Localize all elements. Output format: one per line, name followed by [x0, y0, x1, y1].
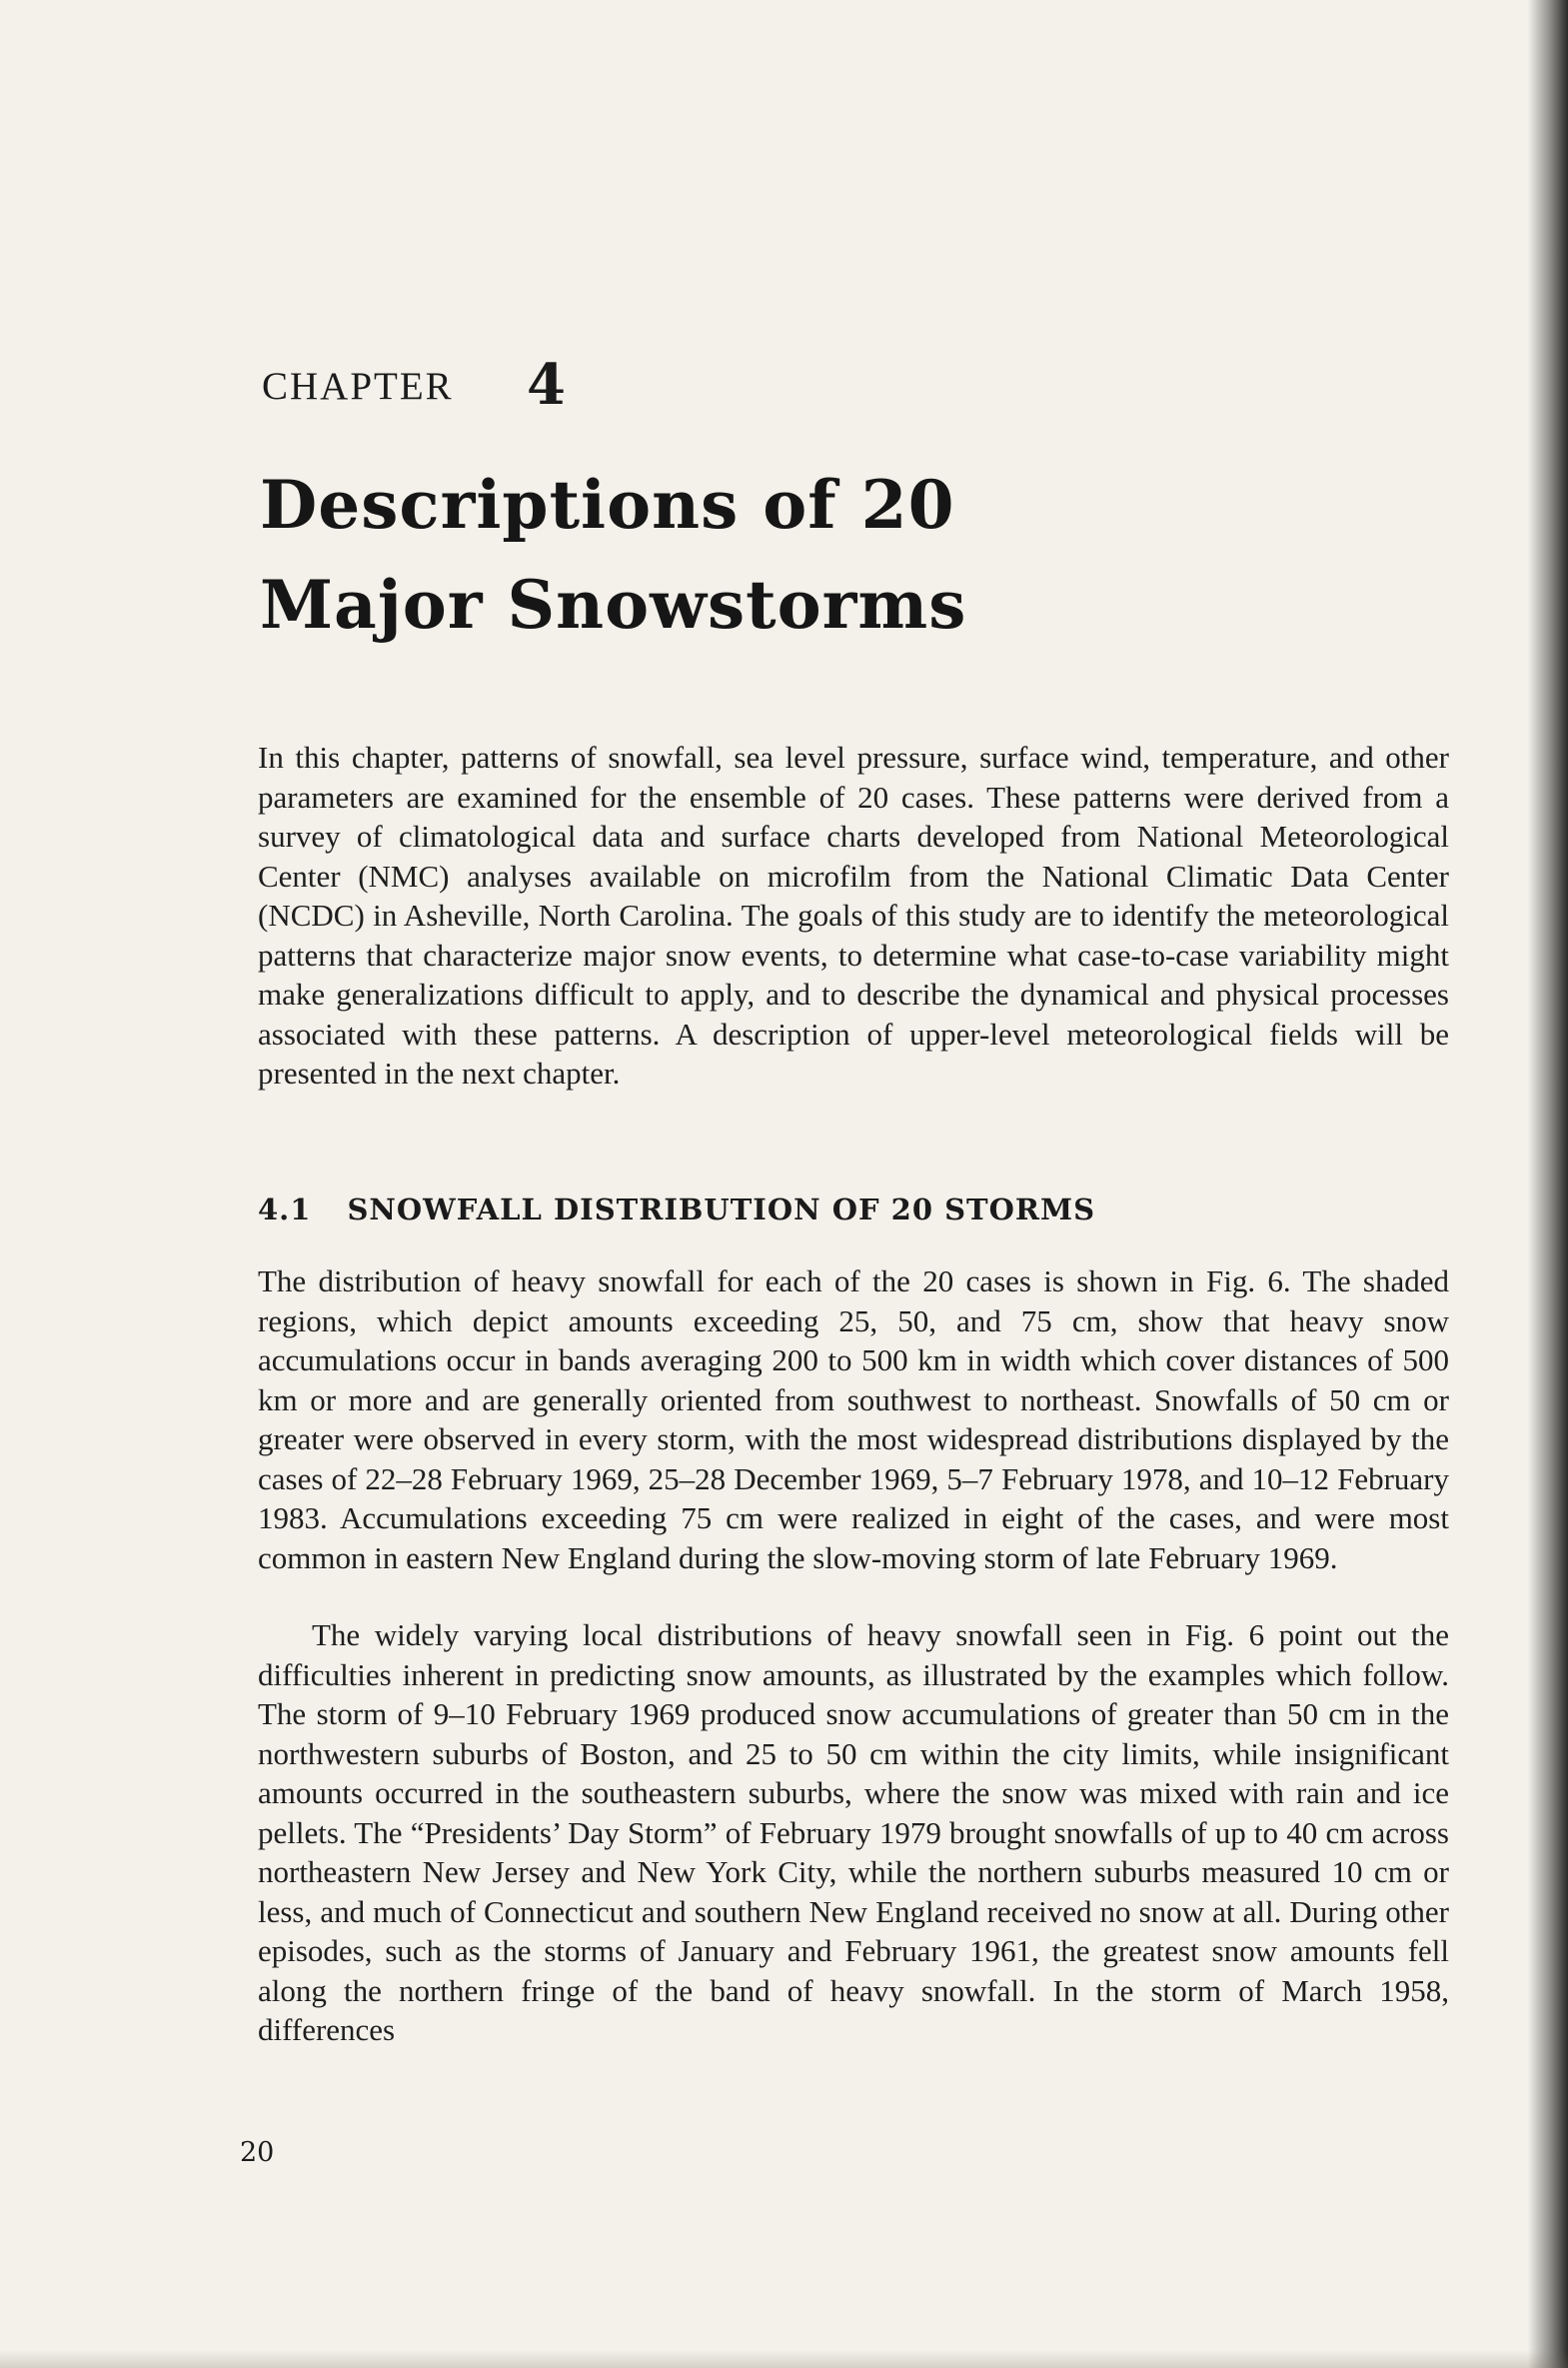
- chapter-label: CHAPTER: [262, 365, 454, 408]
- section-paragraph-2: The widely varying local distributions of heavy snowfall seen in Fig. 6 point out the difficulties inherent in predicting snow amounts, as illustrated by the examples which follow. The storm of 9–10 February 1969 produced snow accumulations of greater than 50 cm in the northwestern suburbs of Boston, and 25 to 50 cm within the city limits, while insignificant amounts occurred in the southeastern suburbs, where the snow was mixed with rain and ice pellets. The “Presidents’ Day Storm” of February 1979 brought snowfalls of up to 40 cm across northeastern New Jersey and New York City, while the northern suburbs measured 10 cm or less, and much of Connecticut and southern New England received no snow at all. During other episodes, such as the storms of January and February 1961, the greatest snow amounts fell along the northern fringe of the band of heavy snowfall. In the storm of March 1958, differences: [258, 1617, 1449, 2047]
- section-heading: [258, 1192, 1095, 1226]
- chapter-number: 4: [527, 352, 566, 418]
- page-bottom-edge: [0, 2350, 1568, 2368]
- chapter-title-line-2: Major Snowstorms: [260, 566, 967, 644]
- binding-shadow: [1528, 0, 1568, 2368]
- section-title: SNOWFALL DISTRIBUTION OF 20 STORMS: [347, 1192, 1096, 1226]
- chapter-title-line-1: Descriptions of 20: [260, 466, 955, 544]
- intro-paragraph: In this chapter, patterns of snowfall, sea level pressure, surface wind, temperature, and other parameters are examined for the ensemble of 20 cases. These patterns were derived from a survey of climatological data and surface charts developed from National Meteorological Center (NMC) analyses available on microfilm from the National Climatic Data Center (NCDC) in Asheville, North Carolina. The goals of this study are to identify the meteorological patterns that characterize major snow events, to determine what case-to-case variability might make generalizations difficult to apply, and to describe the dynamical and physical processes associated with these patterns. A description of upper-level meteorological fields will be presented in the next chapter.: [258, 740, 1449, 1091]
- section-paragraph-1: The distribution of heavy snowfall for each of the 20 cases is shown in Fig. 6. The shaded regions, which depict amounts exceeding 25, 50, and 75 cm, show that heavy snow accumulations occur in bands averaging 200 to 500 km in width which cover distances of 500 km or more and are generally oriented from southwest to northeast. Snowfalls of 50 cm or greater were observed in every storm, with the most widespread distributions displayed by the cases of 22–28 February 1969, 25–28 December 1969, 5–7 February 1978, and 10–12 February 1983. Accumulations exceeding 75 cm were realized in eight of the cases, and were most common in eastern New England during the slow-moving storm of late February 1969.: [258, 1263, 1449, 1575]
- chapter-title: [260, 455, 966, 655]
- section-number: 4.1: [258, 1192, 312, 1226]
- page-number: 20: [240, 2137, 275, 2168]
